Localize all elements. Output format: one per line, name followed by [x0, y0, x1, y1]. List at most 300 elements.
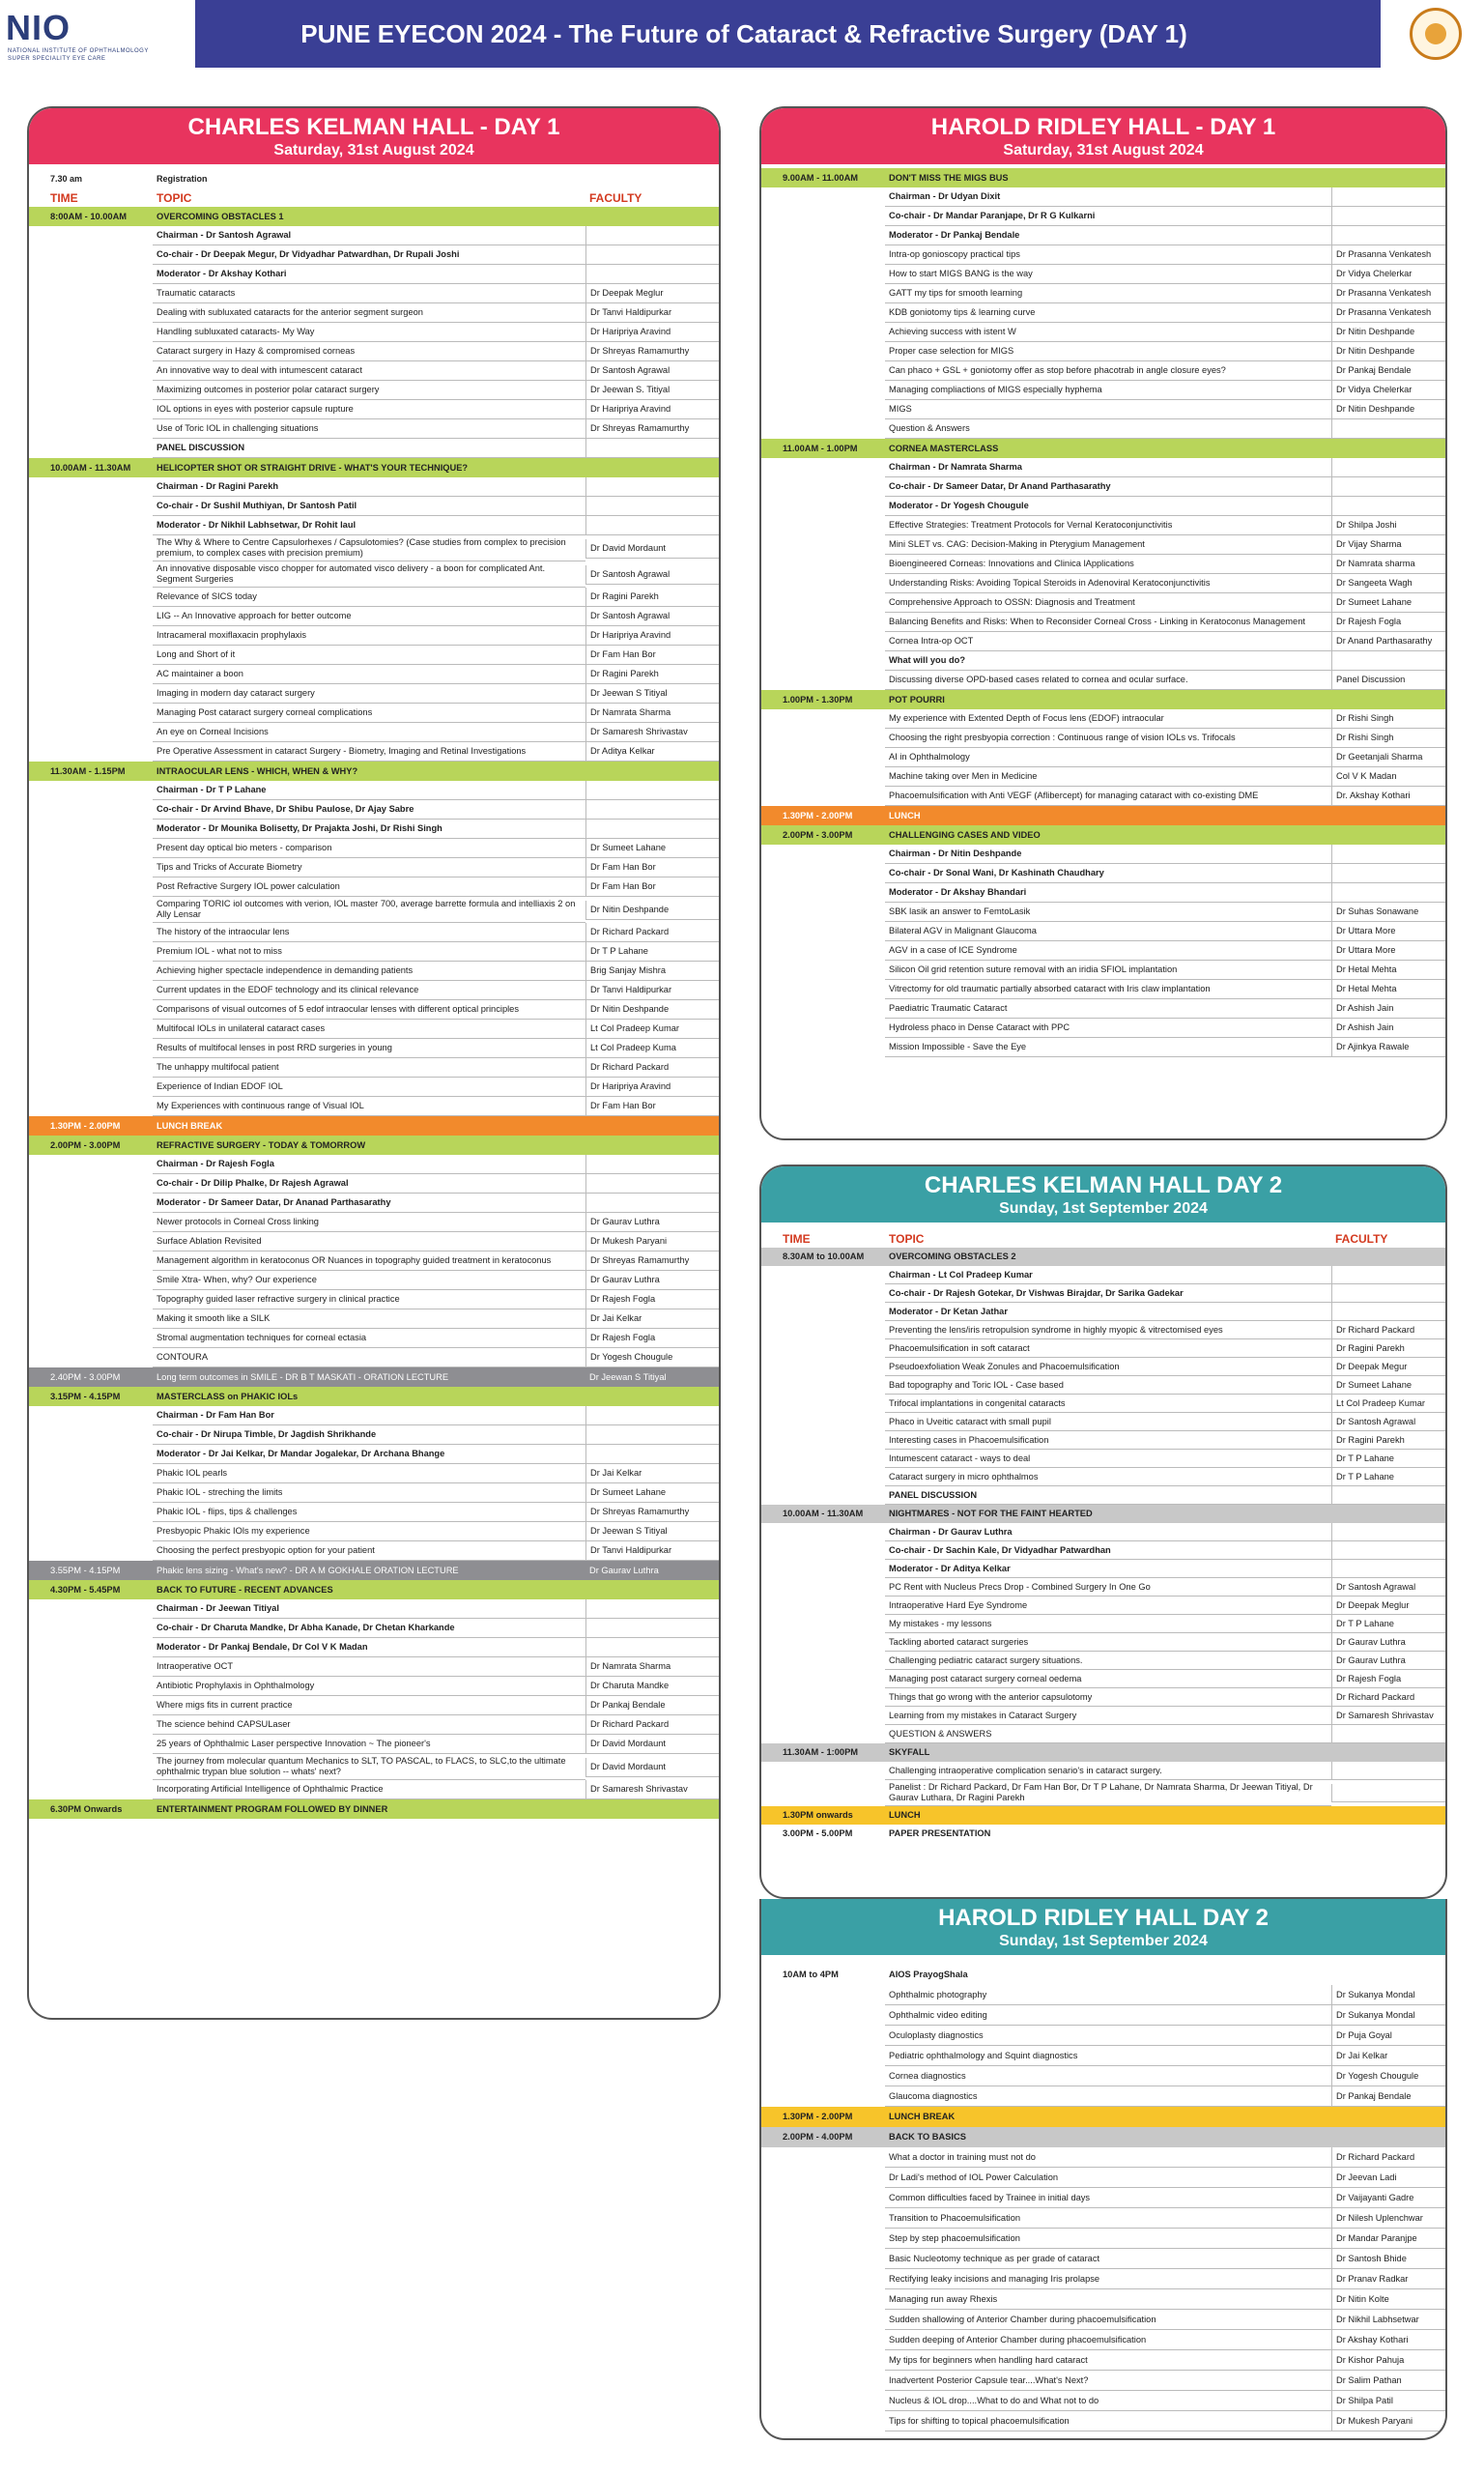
ridley-day2-date: Sunday, 1st September 2024 — [999, 1933, 1208, 1949]
table-row — [761, 187, 1445, 207]
faculty-cell — [585, 1406, 719, 1425]
topic-cell: KDB goniotomy tips & learning curve — [885, 303, 1331, 323]
table-row — [29, 1406, 719, 1425]
table-row — [761, 2350, 1445, 2371]
schedule-table — [761, 1965, 1445, 2431]
society-seal — [1378, 0, 1484, 68]
time-cell: 2.00PM - 4.00PM — [783, 2132, 853, 2142]
table-row — [761, 1321, 1445, 1339]
topic-cell: Moderator - Dr Jai Kelkar, Dr Mandar Jogalekar, Dr Archana Bhange — [153, 1445, 585, 1464]
faculty-cell: Dr Geetanjali Sharma — [1331, 748, 1445, 767]
faculty-cell: Dr Richard Packard — [585, 923, 719, 942]
time-cell: 1.30PM - 2.00PM — [50, 1120, 121, 1131]
table-row — [761, 1486, 1445, 1505]
time-cell: 4.30PM - 5.45PM — [50, 1584, 121, 1595]
table-row — [761, 303, 1445, 323]
table-row — [29, 607, 719, 626]
faculty-cell: Dr Rishi Singh — [1331, 709, 1445, 729]
faculty-cell — [1331, 651, 1445, 671]
topic-cell: Long and Short of it — [153, 646, 585, 665]
topic-cell: PC Rent with Nucleus Precs Drop - Combined Surgery In One Go — [885, 1578, 1331, 1597]
table-row — [761, 477, 1445, 497]
faculty-cell — [585, 439, 719, 458]
faculty-cell — [585, 820, 719, 839]
table-row — [761, 1523, 1445, 1541]
topic-cell: Nucleus & IOL drop....What to do and What not to do — [885, 2391, 1331, 2411]
table-row — [29, 1329, 719, 1348]
table-row — [29, 1290, 719, 1309]
table-row — [761, 574, 1445, 593]
faculty-cell — [1331, 1248, 1445, 1266]
faculty-cell — [585, 1799, 719, 1819]
faculty-cell — [1331, 207, 1445, 226]
faculty-cell: Dr Jeewan S Titiyal — [585, 684, 719, 704]
topic-cell: Common difficulties faced by Trainee in initial days — [885, 2188, 1331, 2208]
faculty-cell — [1331, 883, 1445, 903]
faculty-cell: Dr Pankaj Bendale — [1331, 2086, 1445, 2107]
faculty-cell: Dr Mandar Paranjpe — [1331, 2229, 1445, 2249]
faculty-cell: Dr Gaurav Luthra — [1331, 1633, 1445, 1652]
table-row — [29, 1174, 719, 1194]
table-row — [29, 923, 719, 942]
topic-cell: Tips for shifting to topical phacoemulsification — [885, 2411, 1331, 2431]
faculty-cell: Dr Charuta Mandke — [585, 1677, 719, 1696]
topic-cell: Inadvertent Posterior Capsule tear....What's Next? — [885, 2371, 1331, 2391]
faculty-cell: Dr Jeevan Ladi — [1331, 2168, 1445, 2188]
faculty-cell — [1331, 1505, 1445, 1523]
topic-cell: Phakic IOL - flips, tips & challenges — [153, 1503, 585, 1522]
schedule-table — [29, 207, 719, 1819]
topic-cell: AIOS PrayogShala — [889, 1970, 968, 1979]
table-row — [29, 245, 719, 265]
table-row — [29, 742, 719, 762]
faculty-cell — [585, 245, 719, 265]
faculty-cell — [585, 226, 719, 245]
faculty-cell: Dr David Mordaunt — [585, 1758, 719, 1777]
faculty-cell — [1331, 1284, 1445, 1303]
topic-cell: Co-chair - Dr Charuta Mandke, Dr Abha Kanade, Dr Chetan Kharkande — [153, 1619, 585, 1638]
topic-cell: Intracameral moxiflaxacin prophylaxis — [153, 626, 585, 646]
kelman-day1-card — [27, 106, 721, 2020]
faculty-cell — [585, 1638, 719, 1657]
topic-cell: Phakic IOL pearls — [153, 1464, 585, 1483]
faculty-cell: Dr Kishor Pahuja — [1331, 2350, 1445, 2371]
topic-cell: An innovative disposable visco chopper for automated visco delivery - a boon for complicated Ant. Segment Surgeries — [153, 561, 585, 588]
faculty-cell: Dr Shilpa Joshi — [1331, 516, 1445, 535]
faculty-cell — [1331, 1825, 1445, 1843]
table-row — [761, 1019, 1445, 1038]
topic-cell: CONTOURA — [153, 1348, 585, 1367]
topic-cell: Moderator - Dr Mounika Bolisetty, Dr Prajakta Joshi, Dr Rishi Singh — [153, 820, 585, 839]
table-row — [761, 941, 1445, 961]
table-row — [29, 1020, 719, 1039]
faculty-cell: Dr Santosh Agrawal — [585, 607, 719, 626]
topic-cell: Co-chair - Dr Sonal Wani, Dr Kashinath Chaudhary — [885, 864, 1331, 883]
topic-cell: Ophthalmic photography — [885, 1985, 1331, 2005]
table-row — [761, 2269, 1445, 2289]
table-row — [761, 593, 1445, 613]
faculty-cell: Dr Ajinkya Rawale — [1331, 1038, 1445, 1057]
faculty-cell: Dr Samaresh Shrivastav — [585, 723, 719, 742]
table-row — [761, 980, 1445, 999]
faculty-cell: Dr Haripriya Aravind — [585, 323, 719, 342]
table-row — [761, 1413, 1445, 1431]
col-topic: TOPIC — [889, 1232, 925, 1246]
topic-cell: Cornea Intra-op OCT — [885, 632, 1331, 651]
faculty-cell: Dr Richard Packard — [585, 1058, 719, 1078]
session-header-row — [29, 1367, 719, 1387]
topic-cell: Chairman - Dr Nitin Deshpande — [885, 845, 1331, 864]
logo-text: NIO — [6, 8, 71, 47]
table-row — [29, 284, 719, 303]
faculty-cell: Dr Santosh Agrawal — [585, 361, 719, 381]
faculty-cell — [585, 1155, 719, 1174]
time-cell: 11.30AM - 1.15PM — [50, 765, 126, 776]
faculty-cell — [1331, 845, 1445, 864]
table-row — [29, 477, 719, 497]
faculty-cell: Dr Ragini Parekh — [1331, 1339, 1445, 1358]
topic-cell: My Experiences with continuous range of Visual IOL — [153, 1097, 585, 1116]
time-cell: 3.15PM - 4.15PM — [50, 1391, 121, 1401]
time-cell: 1.00PM - 1.30PM — [783, 694, 853, 705]
topic-cell: My mistakes - my lessons — [885, 1615, 1331, 1633]
topic-cell: PAPER PRESENTATION — [889, 1828, 991, 1838]
session-header-row — [761, 2127, 1445, 2147]
faculty-cell: Dr Sangeeta Wagh — [1331, 574, 1445, 593]
table-row — [29, 1715, 719, 1735]
topic-cell: Things that go wrong with the anterior capsulotomy — [885, 1688, 1331, 1707]
faculty-cell — [1331, 1486, 1445, 1505]
faculty-cell — [585, 1580, 719, 1599]
topic-cell: The history of the intraocular lens — [153, 923, 585, 942]
table-row — [761, 1633, 1445, 1652]
faculty-cell: Dr Anand Parthasarathy — [1331, 632, 1445, 651]
kelman-day1-date: Saturday, 31st August 2024 — [273, 142, 474, 158]
topic-cell: Dealing with subluxated cataracts for the anterior segment surgeon — [153, 303, 585, 323]
faculty-cell: Dr Salim Pathan — [1331, 2371, 1445, 2391]
topic-cell: Topography guided laser refractive surgery in clinical practice — [153, 1290, 585, 1309]
faculty-cell: Dr Puja Goyal — [1331, 2026, 1445, 2046]
topic-cell: Mini SLET vs. CAG: Decision-Making in Pterygium Management — [885, 535, 1331, 555]
table-row — [761, 1266, 1445, 1284]
table-row — [29, 981, 719, 1000]
faculty-cell — [1331, 1560, 1445, 1578]
faculty-cell: Dr Sukanya Mondal — [1331, 2005, 1445, 2026]
table-row — [761, 845, 1445, 864]
topic-cell: Silicon Oil grid retention suture removal with an iridia SFIOL implantation — [885, 961, 1331, 980]
faculty-cell: Dr Nitin Kolte — [1331, 2289, 1445, 2310]
faculty-cell: Dr Mukesh Paryani — [585, 1232, 719, 1251]
faculty-cell: Dr Namrata Sharma — [585, 704, 719, 723]
table-row — [761, 999, 1445, 1019]
topic-cell: Co-chair - Dr Mandar Paranjape, Dr R G Kulkarni — [885, 207, 1331, 226]
session-header-row — [761, 1806, 1445, 1825]
topic-cell: Imaging in modern day cataract surgery — [153, 684, 585, 704]
table-row — [761, 1431, 1445, 1450]
faculty-cell — [585, 762, 719, 781]
time-cell: 3.00PM - 5.00PM — [783, 1828, 853, 1838]
topic-cell: Paediatric Traumatic Cataract — [885, 999, 1331, 1019]
topic-cell: MIGS — [885, 400, 1331, 419]
topic-cell: My experience with Extented Depth of Focus lens (EDOF) intraocular — [885, 709, 1331, 729]
table-row — [29, 342, 719, 361]
topic-cell: Bioengineered Corneas: Innovations and Clinica lApplications — [885, 555, 1331, 574]
topic-cell: SKYFALL — [889, 1747, 930, 1757]
table-row — [761, 2229, 1445, 2249]
table-row — [761, 245, 1445, 265]
page-title: PUNE EYECON 2024 - The Future of Cataract & Refractive Surgery (DAY 1) — [300, 19, 1187, 48]
table-row — [29, 626, 719, 646]
faculty-cell — [1331, 1965, 1445, 1985]
faculty-cell — [585, 1387, 719, 1406]
table-row — [29, 839, 719, 858]
faculty-cell — [1331, 1541, 1445, 1560]
topic-cell: Phakic lens sizing - What's new? - DR A M GOKHALE ORATION LECTURE — [157, 1565, 459, 1575]
table-row — [29, 858, 719, 877]
topic-cell: Phacoemulsification with Anti VEGF (Aflibercept) for managing cataract with co-existing DME — [885, 787, 1331, 806]
topic-cell: Present day optical bio meters - comparison — [153, 839, 585, 858]
kelman-day1-title: CHARLES KELMAN HALL - DAY 1 — [187, 114, 560, 140]
table-row — [29, 1232, 719, 1251]
topic-cell: Challenging intraoperative complication senario's in cataract surgery. — [885, 1762, 1331, 1780]
table-row — [29, 419, 719, 439]
session-header-row — [29, 762, 719, 781]
topic-cell: Achieving success with istent W — [885, 323, 1331, 342]
topic-cell: NIGHTMARES - NOT FOR THE FAINT HEARTED — [889, 1509, 1093, 1518]
topic-cell: Interesting cases in Phacoemulsification — [885, 1431, 1331, 1450]
kelman-day2-title: CHARLES KELMAN HALL DAY 2 — [924, 1172, 1283, 1198]
table-row — [29, 942, 719, 962]
faculty-cell: Dr Jeewan S Titiyal — [585, 1522, 719, 1541]
topic-cell: Moderator - Dr Akshay Bhandari — [885, 883, 1331, 903]
topic-cell: Mission Impossible - Save the Eye — [885, 1038, 1331, 1057]
faculty-cell: Dr T P Lahane — [1331, 1615, 1445, 1633]
topic-cell: Moderator - Dr Pankaj Bendale — [885, 226, 1331, 245]
topic-cell: Moderator - Dr Nikhil Labhsetwar, Dr Rohit laul — [153, 516, 585, 535]
topic-cell: Multifocal IOLs in unilateral cataract cases — [153, 1020, 585, 1039]
faculty-cell — [585, 1136, 719, 1155]
session-header-row — [761, 690, 1445, 709]
faculty-cell — [1331, 226, 1445, 245]
topic-cell: Presbyopic Phakic IOls my experience — [153, 1522, 585, 1541]
table-row — [761, 1688, 1445, 1707]
topic-cell: Tackling aborted cataract surgeries — [885, 1633, 1331, 1652]
session-header-row — [761, 1505, 1445, 1523]
table-row — [29, 1309, 719, 1329]
faculty-cell: Dr Richard Packard — [1331, 2147, 1445, 2168]
kelman-day2-card — [759, 1165, 1447, 1899]
topic-cell: BACK TO FUTURE - RECENT ADVANCES — [157, 1584, 333, 1595]
topic-cell: Management algorithm in keratoconus OR Nuances in topography guided treatment in keratoconus — [153, 1251, 585, 1271]
table-row — [29, 820, 719, 839]
faculty-cell — [585, 516, 719, 535]
topic-cell: Cornea diagnostics — [885, 2066, 1331, 2086]
session-header-row — [761, 806, 1445, 825]
table-row — [29, 1078, 719, 1097]
kelman-day1-header — [29, 108, 719, 164]
table-row — [29, 1039, 719, 1058]
table-row — [29, 877, 719, 897]
table-row — [761, 1468, 1445, 1486]
faculty-cell: Dr Ashish Jain — [1331, 999, 1445, 1019]
registration-row — [29, 172, 719, 186]
table-row — [29, 1599, 719, 1619]
table-row — [29, 535, 719, 561]
topic-cell: Chairman - Dr Namrata Sharma — [885, 458, 1331, 477]
topic-cell: POT POURRI — [889, 694, 945, 705]
faculty-cell — [1331, 2107, 1445, 2127]
table-row — [761, 1395, 1445, 1413]
table-row — [761, 613, 1445, 632]
topic-cell: Chairman - Dr Santosh Agrawal — [153, 226, 585, 245]
topic-cell: Can phaco + GSL + goniotomy offer as stop before phacotrab in angle closure eyes? — [885, 361, 1331, 381]
topic-cell: Intumescent cataract - ways to deal — [885, 1450, 1331, 1468]
col-topic: TOPIC — [157, 191, 192, 205]
faculty-cell: Dr Nilesh Uplenchwar — [1331, 2208, 1445, 2229]
topic-cell: ENTERTAINMENT PROGRAM FOLLOWED BY DINNER — [157, 1803, 388, 1814]
topic-cell: DON'T MISS THE MIGS BUS — [889, 172, 1009, 183]
table-row — [761, 2168, 1445, 2188]
topic-cell: Post Refractive Surgery IOL power calculation — [153, 877, 585, 897]
topic-cell: Handling subluxated cataracts- My Way — [153, 323, 585, 342]
time-cell: 11.00AM - 1.00PM — [783, 443, 858, 453]
table-row — [761, 400, 1445, 419]
table-row — [761, 1762, 1445, 1780]
registration-label: Registration — [157, 174, 208, 184]
topic-cell: Transition to Phacoemulsification — [885, 2208, 1331, 2229]
faculty-cell — [1331, 477, 1445, 497]
faculty-cell: Dr Samaresh Shrivastav — [1331, 1707, 1445, 1725]
time-cell: 8:00AM - 10.00AM — [50, 211, 128, 221]
faculty-cell — [585, 1194, 719, 1213]
topic-cell: Co-chair - Dr Sushil Muthiyan, Dr Santosh Patil — [153, 497, 585, 516]
topic-cell: AI in Ophthalmology — [885, 748, 1331, 767]
topic-cell: An innovative way to deal with intumescent cataract — [153, 361, 585, 381]
table-row — [761, 1560, 1445, 1578]
ridley-day2-title: HAROLD RIDLEY HALL DAY 2 — [938, 1905, 1269, 1931]
table-row — [761, 381, 1445, 400]
topic-cell: PANEL DISCUSSION — [885, 1486, 1331, 1505]
faculty-cell: Dr Mukesh Paryani — [1331, 2411, 1445, 2431]
time-cell: 9.00AM - 11.00AM — [783, 172, 859, 183]
topic-cell: Co-chair - Dr Sachin Kale, Dr Vidyadhar Patwardhan — [885, 1541, 1331, 1560]
table-row — [29, 1271, 719, 1290]
topic-cell: Traumatic cataracts — [153, 284, 585, 303]
faculty-cell: Dr Hetal Mehta — [1331, 980, 1445, 999]
table-row — [29, 781, 719, 800]
table-row — [761, 651, 1445, 671]
faculty-cell: Dr Deepak Megur — [1331, 1358, 1445, 1376]
topic-cell: Challenging pediatric cataract surgery situations. — [885, 1652, 1331, 1670]
topic-cell: IOL options in eyes with posterior capsule rupture — [153, 400, 585, 419]
faculty-cell — [585, 1174, 719, 1194]
faculty-cell: Dr Jeewan S Titiyal — [589, 1371, 667, 1382]
session-header-row — [29, 1136, 719, 1155]
topic-cell: Co-chair - Dr Dilip Phalke, Dr Rajesh Agrawal — [153, 1174, 585, 1194]
topic-cell: Stromal augmentation techniques for corneal ectasia — [153, 1329, 585, 1348]
faculty-cell — [1331, 2127, 1445, 2147]
ridley-day2-card — [759, 1899, 1447, 2440]
table-row — [761, 2046, 1445, 2066]
faculty-cell — [585, 800, 719, 820]
topic-cell: Glaucoma diagnostics — [885, 2086, 1331, 2107]
topic-cell: Managing post cataract surgery corneal oedema — [885, 1670, 1331, 1688]
faculty-cell: Dr Aditya Kelkar — [585, 742, 719, 762]
kelman-day2-header — [761, 1166, 1445, 1223]
topic-cell: How to start MIGS BANG is the way — [885, 265, 1331, 284]
topic-cell: Sudden deeping of Anterior Chamber during phacoemulsification — [885, 2330, 1331, 2350]
faculty-cell: Dr Namrata sharma — [1331, 555, 1445, 574]
table-row — [761, 2249, 1445, 2269]
table-row — [761, 729, 1445, 748]
faculty-cell: Dr Rishi Singh — [1331, 729, 1445, 748]
table-row — [761, 2310, 1445, 2330]
faculty-cell — [1331, 1523, 1445, 1541]
faculty-cell: Dr Vaijayanti Gadre — [1331, 2188, 1445, 2208]
faculty-cell: Dr Vijay Sharma — [1331, 535, 1445, 555]
table-row — [29, 361, 719, 381]
faculty-cell — [1331, 864, 1445, 883]
faculty-cell: Dr Santosh Bhide — [1331, 2249, 1445, 2269]
table-row — [761, 1541, 1445, 1560]
ridley-day2-header — [761, 1899, 1445, 1955]
faculty-cell — [1331, 806, 1445, 825]
topic-cell: Step by step phacoemulsification — [885, 2229, 1331, 2249]
faculty-cell — [1331, 690, 1445, 709]
faculty-cell: Dr Gaurav Luthra — [585, 1213, 719, 1232]
session-header-row — [761, 1743, 1445, 1762]
topic-cell: Moderator - Dr Pankaj Bendale, Dr Col V K Madan — [153, 1638, 585, 1657]
faculty-cell — [585, 1425, 719, 1445]
faculty-cell — [1331, 497, 1445, 516]
session-header-row — [29, 207, 719, 226]
topic-cell: CHALLENGING CASES AND VIDEO — [889, 829, 1041, 840]
topic-cell: Preventing the lens/iris retropulsion syndrome in highly myopic & vitrectomised eyes — [885, 1321, 1331, 1339]
faculty-cell: Dr Fam Han Bor — [585, 1097, 719, 1116]
faculty-cell: Dr T P Lahane — [585, 942, 719, 962]
faculty-cell: Dr Santosh Agrawal — [1331, 1413, 1445, 1431]
table-row — [29, 1696, 719, 1715]
faculty-cell: Dr Jai Kelkar — [585, 1309, 719, 1329]
faculty-cell: Dr Sumeet Lahane — [585, 1483, 719, 1503]
topic-cell: Phacoemulsification in soft cataract — [885, 1339, 1331, 1358]
topic-cell: Moderator - Dr Sameer Datar, Dr Ananad Parthasarathy — [153, 1194, 585, 1213]
session-header-row — [761, 825, 1445, 845]
table-row — [29, 1251, 719, 1271]
topic-cell: Maximizing outcomes in posterior polar cataract surgery — [153, 381, 585, 400]
topic-cell: Managing run away Rhexis — [885, 2289, 1331, 2310]
table-row — [29, 1735, 719, 1754]
table-row — [761, 535, 1445, 555]
logo-subtitle: NATIONAL INSTITUTE OF OPHTHALMOLOGY — [8, 48, 149, 54]
faculty-cell: Dr Pankaj Bendale — [1331, 361, 1445, 381]
faculty-cell: Dr Ragini Parekh — [585, 588, 719, 607]
faculty-cell: Dr Jai Kelkar — [1331, 2046, 1445, 2066]
faculty-cell: Dr Haripriya Aravind — [585, 626, 719, 646]
faculty-cell: Dr Nitin Deshpande — [1331, 400, 1445, 419]
table-row — [761, 555, 1445, 574]
table-row — [29, 381, 719, 400]
table-row — [761, 2086, 1445, 2107]
session-header-row — [29, 1561, 719, 1580]
topic-cell: Dr Ladi's method of IOL Power Calculation — [885, 2168, 1331, 2188]
table-row — [29, 646, 719, 665]
faculty-cell: Dr Sumeet Lahane — [585, 839, 719, 858]
table-row — [29, 1503, 719, 1522]
table-row — [761, 361, 1445, 381]
table-row — [761, 1038, 1445, 1057]
table-row — [29, 1677, 719, 1696]
